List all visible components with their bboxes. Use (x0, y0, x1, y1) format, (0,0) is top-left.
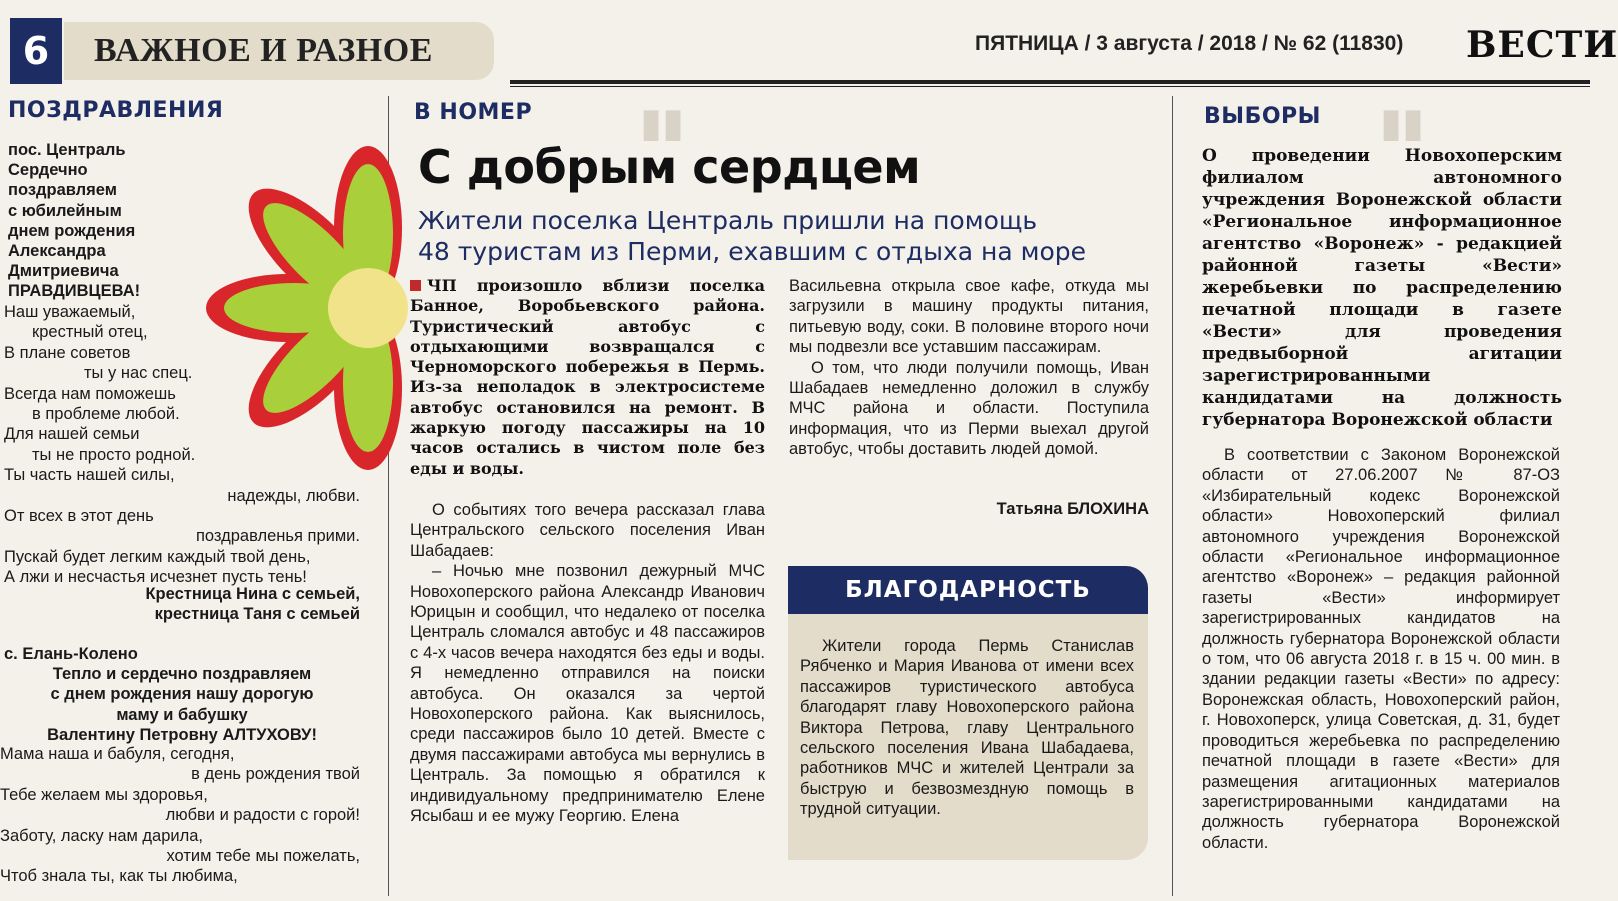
elections-headline: О проведении Новохоперским филиалом автономного учреждения Воронежской области «Региональное информационное агентство «Воронеж» - редакцией районной газеты «Вести» жеребьевки по распределению печатной площади в газете «Вести» для проведения предвыборной агитации зарегистрированными кандидатами на должность губернатора Воронежской области (1202, 146, 1562, 430)
article-subheadline: Жители поселка Централь пришли на помощь 48 туристам из Перми, ехавшим с отдыха на море (418, 206, 1087, 266)
poem-line: Ты часть нашей силы, (4, 466, 175, 485)
poem-line: А лжи и несчастья исчезнет пусть тень! (4, 568, 307, 587)
poem-line: надежды, любви. (227, 486, 360, 505)
poem-line: любви и радости с горой! (165, 806, 360, 825)
issue-info: ПЯТНИЦА / 3 августа / 2018 / № 62 (11830) (975, 32, 1404, 55)
poem-line: Заботу, ласку нам дарила, (0, 826, 204, 845)
poem-line: хотим тебе мы пожелать, (166, 847, 360, 866)
poem-line: Наш уважаемый, (4, 303, 136, 321)
poem-line: ты не просто родной. (32, 445, 196, 464)
greeting2-poem (0, 744, 360, 887)
page-number: 6 (10, 18, 62, 84)
poem-line: поздравленья прими. (195, 527, 360, 546)
bullet-square-icon (410, 280, 421, 291)
greeting1-signature: Крестница Нина с семьей, крестница Таня с семьей (145, 585, 360, 624)
poem-line: в день рождения твой (191, 765, 360, 784)
section-title: ВАЖНОЕ И РАЗНОЕ (64, 22, 494, 80)
greeting1-poem (4, 302, 360, 588)
thanks-title: БЛАГОДАРНОСТЬ (788, 566, 1148, 614)
article-author: Татьяна БЛОХИНА (996, 500, 1149, 518)
poem-line: Для нашей семьи (4, 425, 140, 444)
bleed-through-decoration: ▮▮ (1380, 100, 1425, 146)
article-body-col2: Васильевна открыла свое кафе, откуда мы загрузили в машину продукты питания, питьевую воду, соки. В половине второго ночи мы подвезли все уставшим пассажирам. О том, что люди получили помощь, Иван Шабадаев немедленно доложил в службу МЧС района и области. Поступила информация, что из Перми выехал другой автобус, чтобы доставить людей домой. (789, 277, 1149, 459)
header-rule-thin (510, 86, 1590, 87)
article-rubric: В НОМЕР (414, 100, 533, 125)
article-body-col1: О событиях того вечера рассказал глава Центральского сельского поселения Иван Шабадаев: – Ночью мне позвонил дежурный МЧС Новохоперского района Александр Иванович Юрицын и сообщил, что недалеко от поселка Централь сломался автобус и 48 пассажиров с 4-х часов вечера находятся без еды и воды. Я немедленно отправился на поиски автобуса. Он оказался за чертой Новохоперского района. Как выяснилось, среди пассажиров было 10 детей. Вместе с двумя пассажирами автобуса мы вернулись в Централь. За помощью я обратился к индивидуальному предпринимателю Елене Ясыбаш и ее мужу Георгию. Елена (410, 501, 765, 826)
poem-line: В плане советов (4, 343, 131, 362)
poem-line: Пускай будет легким каждый твой день, (4, 547, 311, 566)
newspaper-logo: ВЕСТИ (1466, 24, 1618, 66)
poem-line: Чтоб знала ты, как ты любима, (0, 867, 238, 886)
poem-line: Мама наша и бабуля, сегодня, (0, 745, 235, 763)
poem-line: ты у нас спец. (84, 364, 193, 383)
thanks-box (788, 614, 1148, 860)
bleed-through-decoration: ▮▮ (640, 100, 685, 146)
elections-body: В соответствии с Законом Воронежской области от 27.06.2007 № 87-ОЗ «Избирательный кодекс Воронежской области» Новохоперский филиал автономного учреждения Воронежской области «Региональное информационное агентство «Воронеж» – редакция районной газеты «Вести» информирует зарегистрированных кандидатов на должность губернатора Воронежской области о том, что 06 августа 2018 г. в 15 ч. 00 мин. в здании редакции газеты «Вести» по адресу: Воронежская область, Новохоперский район, г. Новохоперск, улица Советская, д. 31, будет проводиться жеребьевка по распределению печатной площади в газете «Вести» для размещения агитационных материалов зарегистрированными кандидатами на должность губернатора Воронежской области. (1202, 446, 1560, 852)
poem-line: крестный отец, (32, 323, 148, 342)
greeting2-place: с. Елань-Колено (4, 645, 138, 663)
poem-line: Всегда нам поможешь (4, 384, 176, 403)
elections-rubric: ВЫБОРЫ (1204, 104, 1321, 129)
greeting1-heading: пос. Централь Сердечно поздравляем с юбилейным днем рождения Александра Дмитриевича ПРАВДИВЦЕВА! (8, 141, 141, 301)
greeting2-heading: Тепло и сердечно поздравляем с днем рождения нашу дорогую маму и бабушку Валентину Петровну АЛТУХОВУ! (47, 665, 317, 745)
header-rule (510, 80, 1590, 84)
poem-line: Тебе желаем мы здоровья, (0, 785, 208, 804)
congrats-rubric: ПОЗДРАВЛЕНИЯ (8, 98, 224, 123)
article-headline: С добрым сердцем (418, 140, 921, 194)
article-lead: ЧП произошло вблизи поселка Банное, Воробьевского района. Туристический автобус с отдыхающими возвращался с Черноморского побережья в Пермь. Из-за неполадок в электросистеме автобус остановился на ремонт. В жаркую погоду пассажиры на 10 часов остались в чистом поле без еды и воды. (410, 276, 765, 478)
thanks-text: Жители города Пермь Станислав Рябченко и Мария Иванова от имени всех пассажиров туристического автобуса благодарят главу Новохоперского района Виктора Петрова, главу Центрального сельского поселения Ивана Шабадаева, работников МЧС и жителей Централи за быструю и безвозмездную помощь в трудной ситуации. (800, 637, 1134, 819)
poem-line: в проблеме любой. (32, 405, 180, 424)
poem-line: От всех в этот день (4, 507, 154, 526)
